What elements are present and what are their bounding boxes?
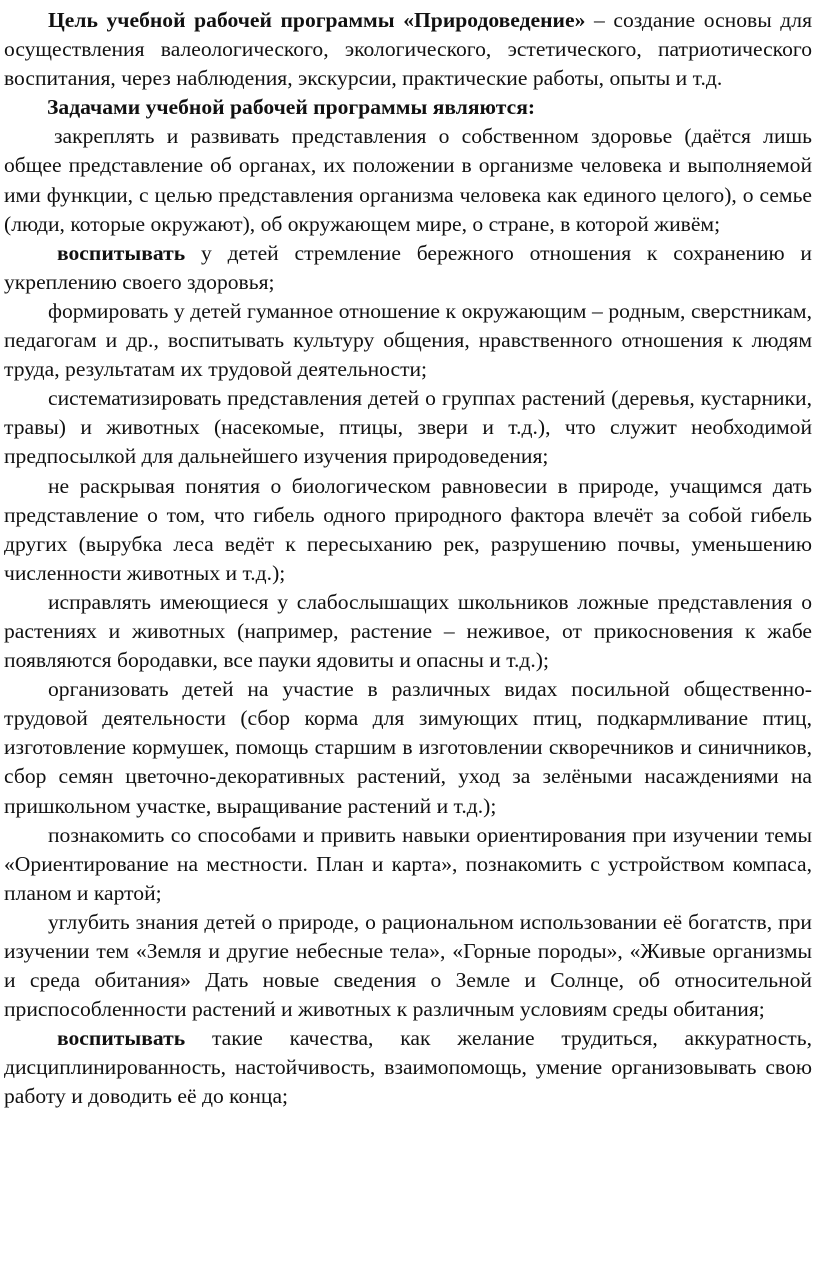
task-text: систематизировать представления детей о группах растений (деревья, кустарники, травы) и животных (насекомые, птицы, звери и т.д.), что служит необходимой предпосылкой для дальнейшего изучения природоведения; xyxy=(4,386,812,469)
task-text: такие качества, как желание трудиться, аккуратность, дисциплинированность, настойчивость, взаимопомощь, умение организовывать свою работу и доводить её до конца; xyxy=(4,1026,812,1109)
goal-label: Цель учебной рабочей программы «Природоведение» xyxy=(48,8,586,32)
task-paragraph-3 xyxy=(4,297,812,384)
goal-paragraph xyxy=(4,6,812,93)
task-paragraph-6 xyxy=(4,588,812,675)
task-paragraph-8 xyxy=(4,821,812,908)
task-text: формировать у детей гуманное отношение к окружающим – родным, сверстникам, педагогам и др., воспитывать культуру общения, нравственного отношения к людям труда, результатам их трудовой деятельности; xyxy=(4,298,812,382)
task-text: исправлять имеющиеся у слабослышащих школьников ложные представления о растениях и животных (например, растение – неживое, от прикосновения к жабе появляются бородавки, все пауки ядовиты и опасны и т.д.); xyxy=(4,589,812,673)
task-paragraph-2 xyxy=(4,239,812,297)
task-text: познакомить со способами и привить навыки ориентирования при изучении темы «Ориентирование на местности. План и карта», познакомить с устройством компаса, планом и картой; xyxy=(4,822,812,905)
task-text: у детей стремление бережного отношения к сохранению и укреплению своего здоровья; xyxy=(4,240,812,294)
task-lead: воспитывать xyxy=(57,1026,186,1051)
task-text: углубить знания детей о природе, о рациональном использовании её богатств, при изучении тем «Земля и другие небесные тела», «Горные породы», «Живые организмы и среда обитания» Дать новые сведения о Земле и Солнце, об относительной приспособленности растений и животных к различным условиям среды обитания; xyxy=(4,909,812,1022)
task-paragraph-7 xyxy=(4,675,812,820)
task-paragraph-9 xyxy=(4,908,812,1024)
task-text: организовать детей на участие в различных видах посильной общественно-трудовой деятельности (сбор корма для зимующих птиц, подкармливание птиц, изготовление кормушек, помощь старшим в изготовлении скворечников и синичников, сбор семян цветочно-декоративных растений, уход за зелёными насаждениями на пришкольном участке, выращивание растений и т.д.); xyxy=(4,677,812,818)
task-paragraph-1 xyxy=(4,122,812,238)
task-paragraph-10 xyxy=(4,1024,812,1111)
goal-text: – создание основы для осуществления валеологического, экологического, эстетического, патриотического воспитания, через наблюдения, экскурсии, практические работы, опыты и т.д. xyxy=(4,8,812,91)
task-paragraph-5 xyxy=(4,472,812,588)
task-lead: воспитывать xyxy=(57,240,186,265)
task-paragraph-4 xyxy=(4,384,812,471)
task-text: закреплять и развивать представления о собственном здоровье (даётся лишь общее представление об органах, их положении в организме человека и выполняемой ими функции, с целью представления организма человека как единого целого), о семье (люди, которые окружают), об окружающем мире, о стране, в которой живём; xyxy=(4,124,812,236)
tasks-heading: Задачами учебной рабочей программы являются: xyxy=(47,95,536,120)
task-text: не раскрывая понятия о биологическом равновесии в природе, учащимся дать представление о том, что гибель одного природного фактора влечёт за собой гибель других (вырубка леса ведёт к пересыханию рек, разрушению почвы, уменьшению численности животных и т.д.); xyxy=(4,473,812,585)
